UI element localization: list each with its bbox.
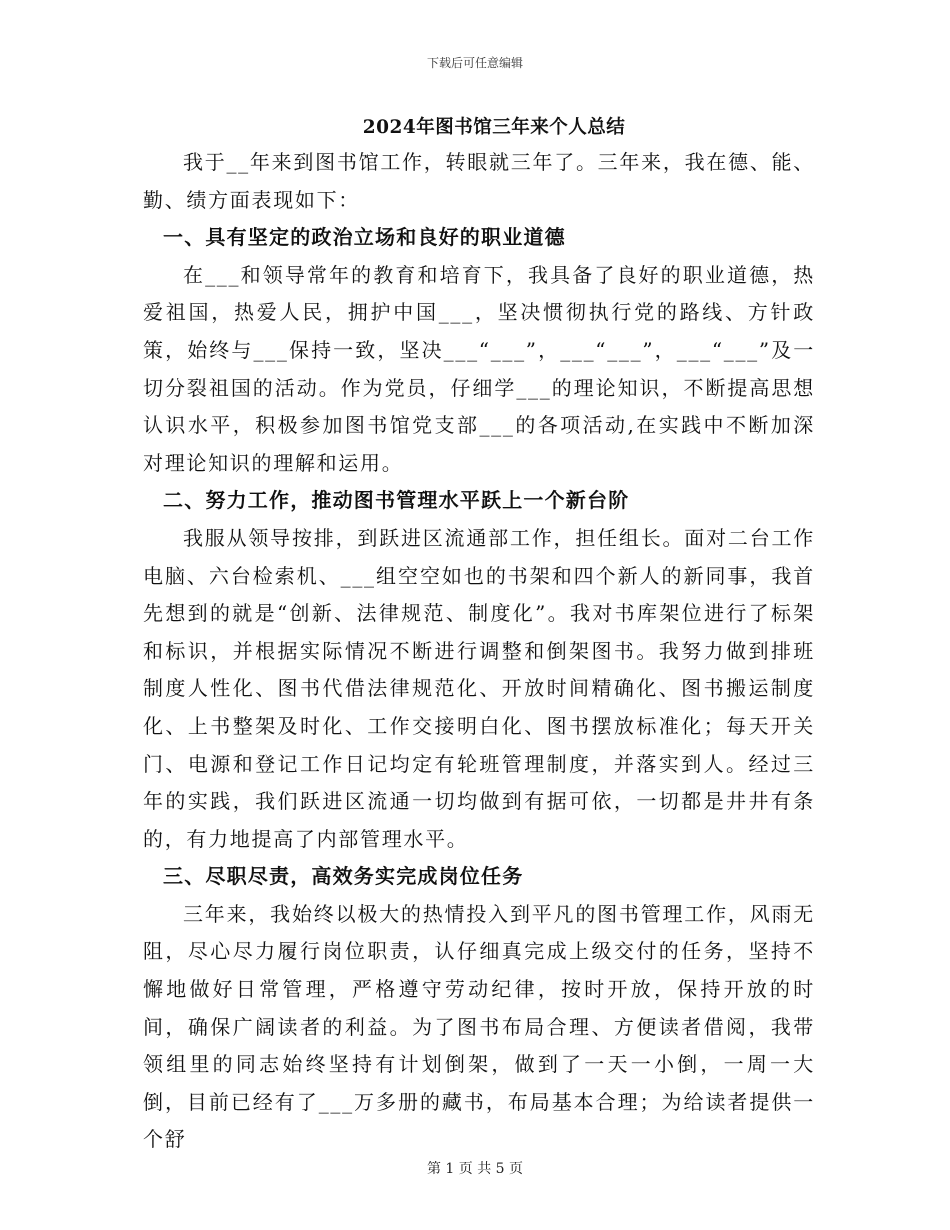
page-footer: 第 1 页 共 5 页 (426, 1161, 524, 1177)
section-heading-3: 三、尽职尽责，高效务实完成岗位任务 (163, 864, 524, 889)
document-body (143, 112, 815, 1159)
header-note: 下载后可任意编辑 (426, 56, 523, 70)
paragraph-section-1: 在___和领导常年的教育和培育下，我具备了良好的职业道德，热爱祖国，热爱人民，拥护中国___，坚决惯彻执行党的路线、方针政策，始终与___保持一致，坚决___“___”，___“___”，___“___”及一切分裂祖国的活动。作为党员，仔细学___的理论知识，不断提高思想认识水平，积极参加图书馆党支部___的各项活动,在实践中不断加深对理论知识的理解和运用。 (143, 262, 815, 475)
document-title: 2024年图书馆三年来个人总结 (362, 117, 626, 138)
paragraph-section-2: 我服从领导按排，到跃进区流通部工作，担任组长。面对二台工作电脑、六台检索机、___组空空如也的书架和四个新人的新同事，我首先想到的就是“创新、法律规范、制度化”。我对书库架位进行了标架和标识，并根据实际情况不断进行调整和倒架图书。我努力做到排班制度人性化、图书代借法律规范化、开放时间精确化、图书搬运制度化、上书整架及时化、工作交接明白化、图书摆放标准化；每天开关门、电源和登记工作日记均定有轮班管理制度，并落实到人。经过三年的实践，我们跃进区流通一切均做到有据可依，一切都是井井有条的，有力地提高了内部管理水平。 (143, 525, 815, 851)
paragraph-section-3: 三年来，我始终以极大的热情投入到平凡的图书管理工作，风雨无阻，尽心尽力履行岗位职责，认仔细真完成上级交付的任务，坚持不懈地做好日常管理，严格遵守劳动纪律，按时开放，保持开放的时间，确保广阔读者的利益。为了图书布局合理、方便读者借阅，我带领组里的同志始终坚持有计划倒架，做到了一天一小倒，一周一大倒，目前已经有了___万多册的藏书，布局基本合理；为给读者提供一个舒 (143, 901, 815, 1152)
paragraph-intro: 我于__年来到图书馆工作，转眼就三年了。三年来，我在德、能、勤、绩方面表现如下： (143, 150, 815, 212)
section-heading-1: 一、具有坚定的政治立场和良好的职业道德 (163, 225, 566, 250)
section-heading-2: 二、努力工作，推动图书管理水平跃上一个新台阶 (163, 488, 630, 513)
